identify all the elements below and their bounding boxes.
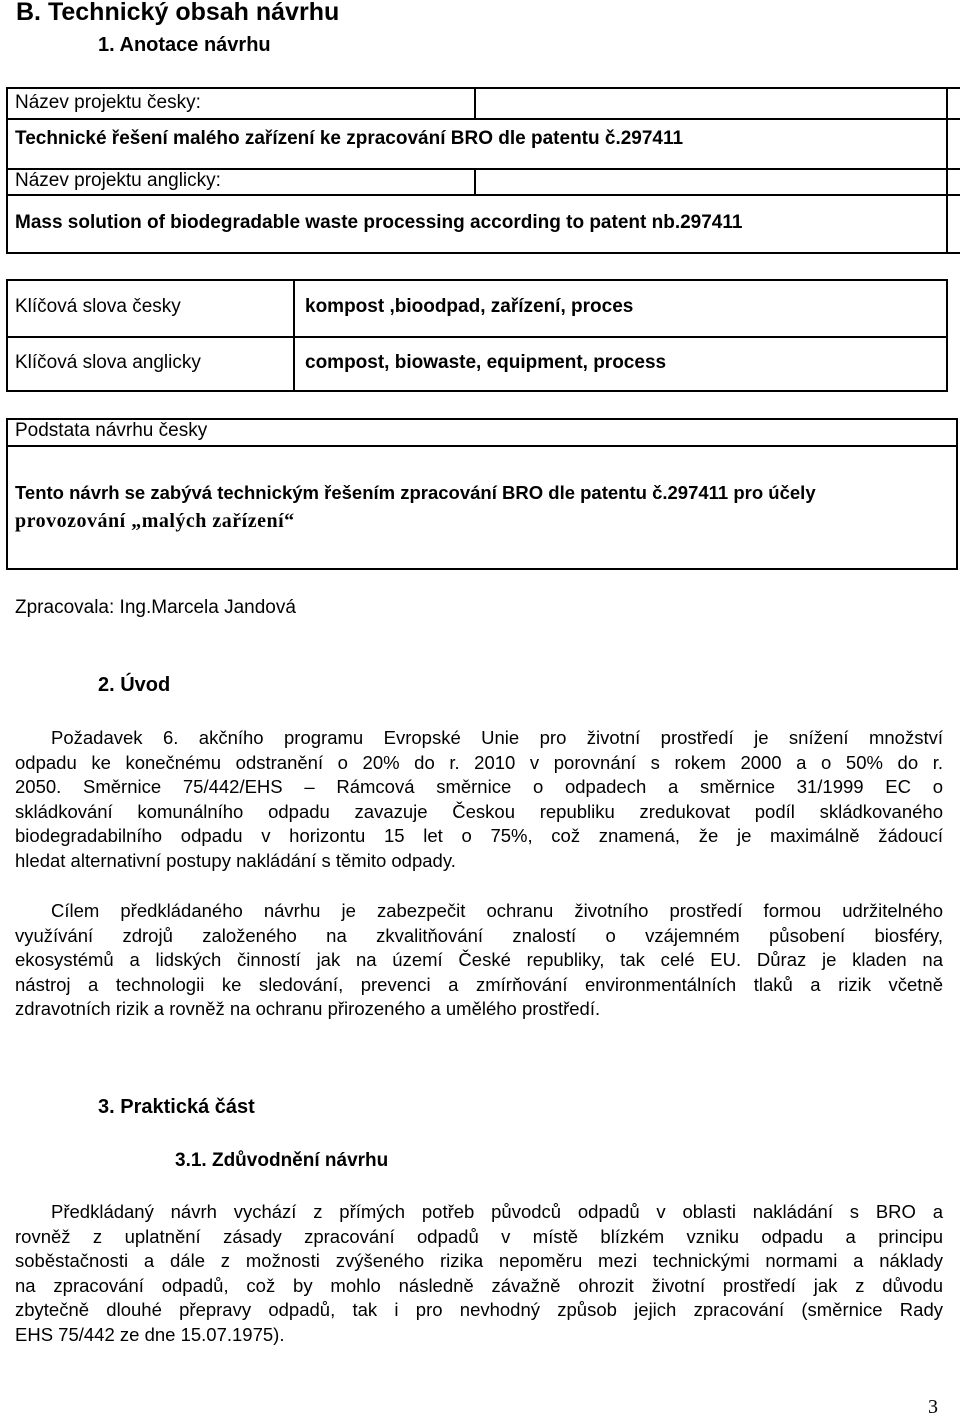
section-b-heading: B. Technický obsah návrhu — [16, 0, 340, 26]
project-name-en: Mass solution of biodegradable waste processing according to patent nb.297411 — [15, 212, 743, 233]
section-3-heading: 3. Praktická část — [98, 1096, 255, 1118]
paragraph-line: odpadu ke konečnému odstranění o 20% do r. 2010 v porovnání s rokem 2000 a o 50% do r. — [15, 751, 943, 773]
paragraph-line: biodegradabilního odpadu v horizontu 15 let o 75%, což znamená, že je maximálně žádoucí — [15, 825, 943, 847]
paragraph-line: skládkování komunálního odpadu zavazuje Českou republiku zredukovat podíl skládkovaného — [15, 800, 943, 822]
section-1-heading: 1. Anotace návrhu — [98, 34, 271, 56]
paragraph-line: hledat alternativní postupy nakládání s těmito odpady. — [15, 849, 456, 871]
justification-paragraph — [15, 1200, 943, 1348]
keywords-cz-value: kompost ,bioodpad, zařízení, proces — [305, 296, 634, 317]
keywords-en-value: compost, biowaste, equipment, process — [305, 352, 667, 373]
keywords-cz-label: Klíčová slova česky — [15, 296, 181, 317]
intro-paragraph-2 — [15, 899, 943, 1022]
intro-paragraph-1 — [15, 726, 943, 874]
paragraph-line: soběstačnosti a dále z možnosti zvýšeného rizika nepoměru mezi technickými normami a náklady — [15, 1250, 943, 1272]
section-3-1-heading: 3.1. Zdůvodnění návrhu — [175, 1150, 389, 1171]
section-2-heading: 2. Úvod — [98, 674, 171, 696]
paragraph-line: EHS 75/442 ze dne 15.07.1975). — [15, 1323, 285, 1345]
paragraph-line: zbytečně dlouhé přepravy odpadů, tak i pro nevhodný způsob jejich zpracování (směrnice Rady — [15, 1299, 943, 1321]
project-name-cz-label: Název projektu česky: — [15, 92, 201, 113]
keywords-en-label: Klíčová slova anglicky — [15, 352, 201, 373]
essence-line-2: provozování „malých zařízení“ — [15, 510, 295, 532]
paragraph-line: Požadavek 6. akčního programu Evropské Unie pro životní prostředí je snížení množství — [51, 727, 943, 748]
author: Zpracovala: Ing.Marcela Jandová — [15, 597, 296, 618]
essence-line-1: Tento návrh se zabývá technickým řešením zpracování BRO dle patentu č.297411 pro účely — [15, 482, 816, 503]
page-number: 3 — [928, 1396, 938, 1418]
paragraph-line: na zpracování odpadů, což by mohlo následně závažně ohrozit životní prostředí jak z důvodu — [15, 1274, 943, 1296]
paragraph-line: zdravotních rizik a rovněž na ochranu přirozeného a umělého prostředí. — [15, 998, 601, 1020]
paragraph-line: rovněž z uplatnění zásady zpracování odpadů v místě blízkém vzniku odpadu a principu — [15, 1225, 943, 1247]
paragraph-line: ekosystémů a lidských činností jak na území České republiky, tak celé EU. Důraz je kladen na — [15, 949, 943, 971]
project-name-en-label: Název projektu anglicky: — [15, 170, 221, 191]
paragraph-line: 2050. Směrnice 75/442/EHS – Rámcová směrnice o odpadech a směrnice 31/1999 EC o — [15, 776, 943, 798]
project-name-cz: Technické řešení malého zařízení ke zpracování BRO dle patentu č.297411 — [15, 128, 684, 149]
paragraph-line: nástroj a technologii ke sledování, prevenci a zmírňování environmentálních tlaků a rizik včetně — [15, 973, 943, 995]
paragraph-line: Předkládaný návrh vychází z přímých potřeb původců odpadů v oblasti nakládání s BRO a — [51, 1201, 943, 1222]
paragraph-line: Cílem předkládaného návrhu je zabezpečit ochranu životního prostředí formou udržitelného — [51, 900, 943, 921]
essence-label: Podstata návrhu česky — [15, 420, 208, 441]
paragraph-line: využívání zdrojů založeného na zkvalitňování znalostí o vzájemném působení biosféry, — [15, 924, 943, 946]
